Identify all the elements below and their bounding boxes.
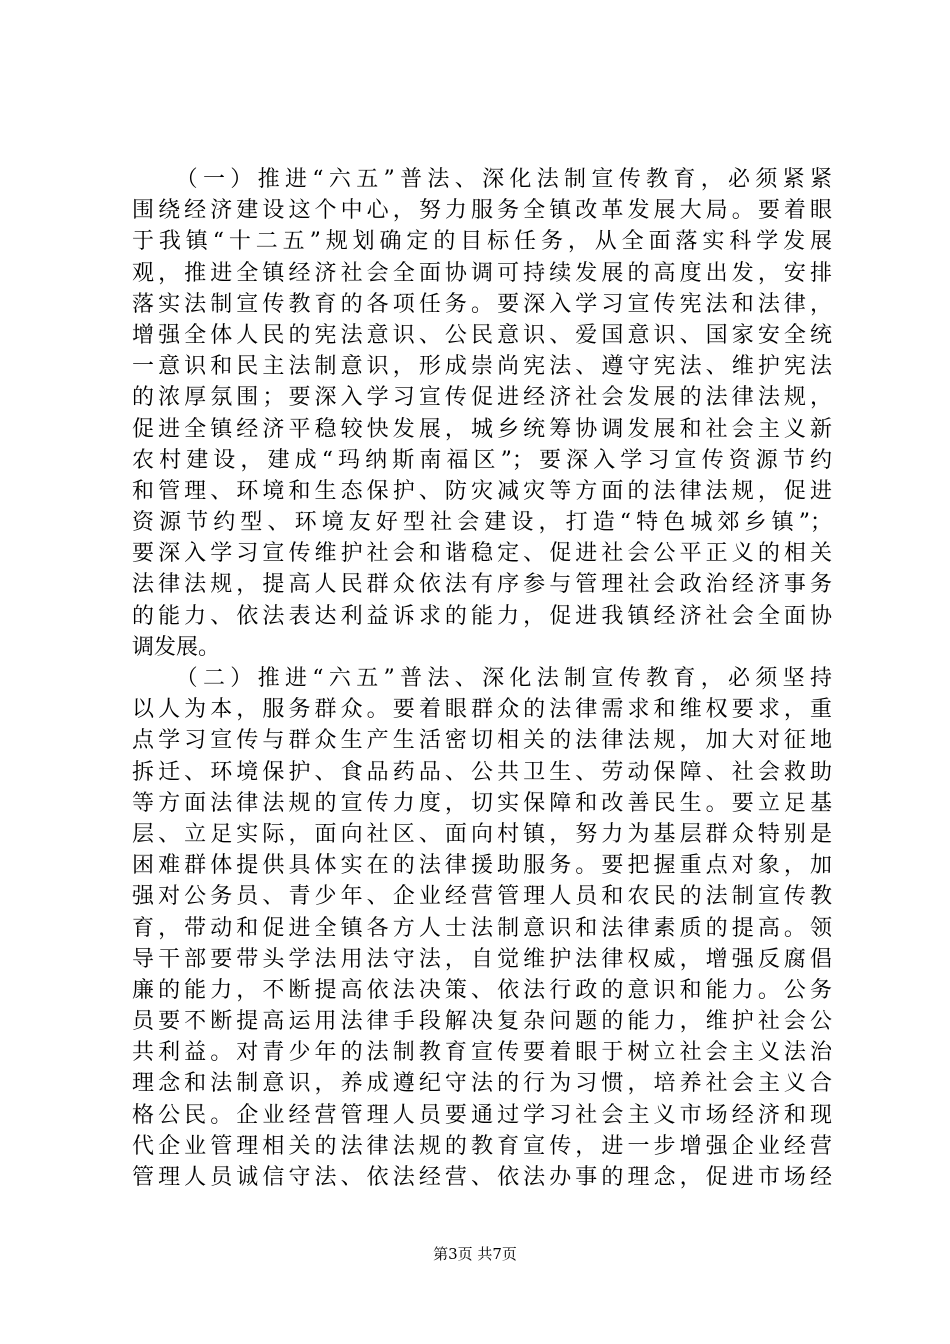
text-line: 的能力、依法表达利益诉求的能力，促进我镇经济社会全面协 <box>132 603 832 629</box>
text-line: 理念和法制意识，养成遵纪守法的行为习惯，培养社会主义合 <box>132 1071 832 1097</box>
paragraph-1 <box>132 164 832 663</box>
text-line: 管理人员诚信守法、依法经营、依法办事的理念，促进市场经 <box>132 1165 832 1190</box>
text-line: 拆迁、环境保护、食品药品、公共卫生、劳动保障、社会救助 <box>132 759 832 785</box>
text-line: 育，带动和促进全镇各方人士法制意识和法律素质的提高。领 <box>132 915 832 941</box>
text-line: 层、立足实际，面向社区、面向村镇，努力为基层群众特别是 <box>132 821 832 847</box>
text-line: （一）推进“六五”普法、深化法制宣传教育，必须紧紧 <box>132 167 832 192</box>
text-line: 农村建设，建成“玛纳斯南福区”；要深入学习宣传资源节约 <box>132 447 832 473</box>
body-text <box>132 164 832 1193</box>
text-line: 资源节约型、环境友好型社会建设，打造“特色城郊乡镇”； <box>132 510 832 536</box>
text-line: 和管理、环境和生态保护、防灾减灾等方面的法律法规，促进 <box>132 478 832 504</box>
text-line: 的浓厚氛围；要深入学习宣传促进经济社会发展的法律法规， <box>132 385 832 411</box>
text-line: 一意识和民主法制意识，形成崇尚宪法、遵守宪法、维护宪法 <box>132 354 832 380</box>
text-line: 促进全镇经济平稳较快发展，城乡统筹协调发展和社会主义新 <box>132 416 832 442</box>
text-line: 等方面法律法规的宣传力度，切实保障和改善民生。要立足基 <box>132 790 832 816</box>
text-line: 代企业管理相关的法律法规的教育宣传，进一步增强企业经营 <box>132 1133 832 1159</box>
paragraph-2 <box>132 663 832 1193</box>
text-line: （二）推进“六五”普法、深化法制宣传教育，必须坚持 <box>132 666 832 691</box>
text-line: 围绕经济建设这个中心，努力服务全镇改革发展大局。要着眼 <box>132 198 832 224</box>
text-line: 困难群体提供具体实在的法律援助服务。要把握重点对象，加 <box>132 853 832 879</box>
page-footer: 第3页 共7页 <box>433 1245 517 1263</box>
text-line: 调发展。 <box>132 634 221 660</box>
text-line: 以人为本，服务群众。要着眼群众的法律需求和维权要求，重 <box>132 697 832 723</box>
text-line: 于我镇“十二五”规划确定的目标任务，从全面落实科学发展 <box>132 229 832 255</box>
text-line: 强对公务员、青少年、企业经营管理人员和农民的法制宣传教 <box>132 884 832 910</box>
text-line: 导干部要带头学法用法守法，自觉维护法律权威，增强反腐倡 <box>132 946 832 972</box>
text-line: 点学习宣传与群众生产生活密切相关的法律法规，加大对征地 <box>132 728 832 754</box>
text-line: 法律法规，提高人民群众依法有序参与管理社会政治经济事务 <box>132 572 832 598</box>
text-line: 格公民。企业经营管理人员要通过学习社会主义市场经济和现 <box>132 1102 832 1128</box>
text-line: 员要不断提高运用法律手段解决复杂问题的能力，维护社会公 <box>132 1009 832 1035</box>
text-line: 增强全体人民的宪法意识、公民意识、爱国意识、国家安全统 <box>132 322 832 348</box>
text-line: 廉的能力，不断提高依法决策、依法行政的意识和能力。公务 <box>132 977 832 1003</box>
text-line: 要深入学习宣传维护社会和谐稳定、促进社会公平正义的相关 <box>132 541 832 567</box>
text-line: 共利益。对青少年的法制教育宣传要着眼于树立社会主义法治 <box>132 1040 832 1066</box>
text-line: 落实法制宣传教育的各项任务。要深入学习宣传宪法和法律， <box>132 291 832 317</box>
text-line: 观，推进全镇经济社会全面协调可持续发展的高度出发，安排 <box>132 260 832 286</box>
